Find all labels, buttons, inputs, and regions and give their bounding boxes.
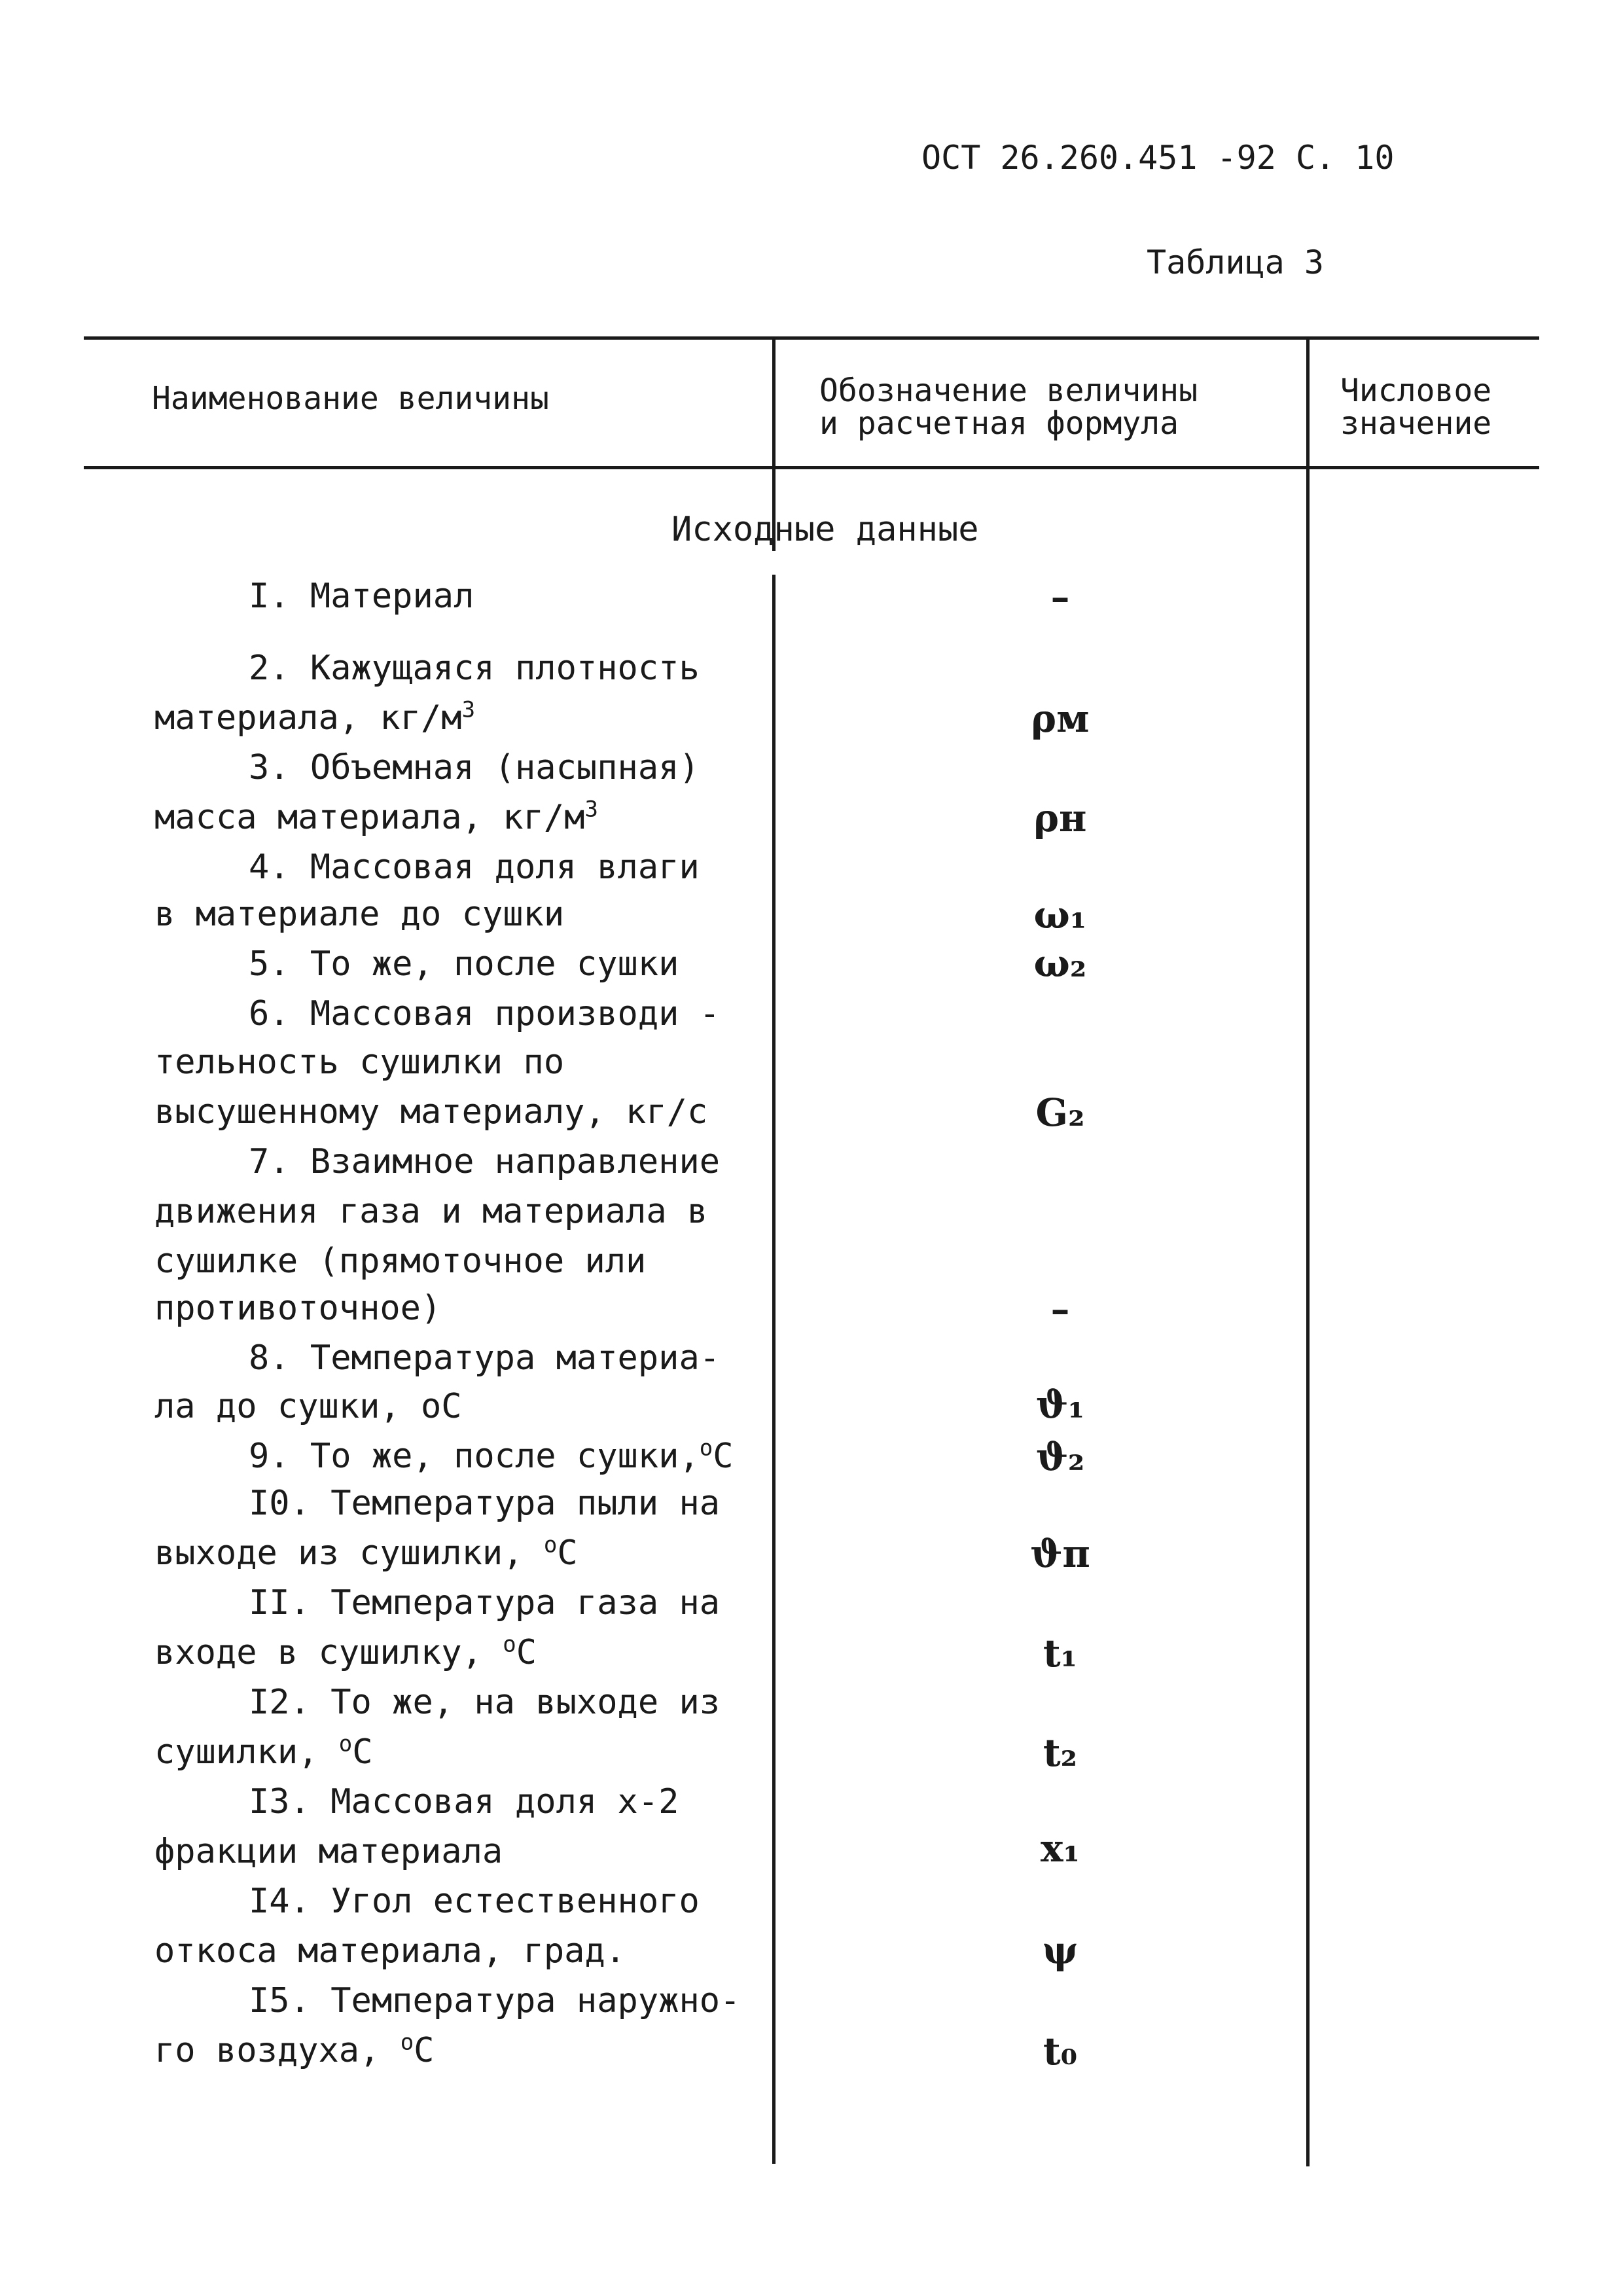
row-name-text: 9. То же, после сушки, bbox=[249, 1437, 700, 1476]
row-name-text: движения газа и материала в bbox=[154, 1192, 708, 1231]
row-symbol: ω₂ bbox=[1033, 941, 1087, 986]
column-header-symbol-line: Обозначение величины bbox=[819, 372, 1198, 409]
row-name-line bbox=[249, 1975, 740, 2026]
row-name-text: го воздуха, bbox=[154, 2031, 401, 2070]
document-reference: ОСТ 26.260.451 -92 С. 10 bbox=[921, 139, 1395, 177]
row-name-text: высушенному материалу, кг/с bbox=[154, 1092, 708, 1132]
row-name-text: входе в сушилку, bbox=[154, 1633, 503, 1672]
row-name-superscript: 3 bbox=[461, 696, 476, 723]
row-name-line bbox=[154, 2025, 434, 2076]
row-name-line bbox=[154, 1283, 441, 1334]
row-name-unit: С bbox=[516, 1633, 537, 1672]
row-symbol: ϑп bbox=[1030, 1532, 1090, 1576]
row-name-text: 2. Кажущаяся плотность bbox=[249, 649, 700, 688]
row-name-superscript: о bbox=[543, 1532, 558, 1558]
row-name-text: откоса материала, град. bbox=[154, 1931, 626, 1971]
row-name-line bbox=[154, 1186, 707, 1237]
row-name-unit: С bbox=[414, 2031, 435, 2070]
row-name-line bbox=[154, 1727, 373, 1778]
row-name-line bbox=[249, 842, 700, 893]
column-divider-2 bbox=[1306, 336, 1310, 2166]
row-symbol: t₁ bbox=[1043, 1631, 1078, 1676]
column-header-value bbox=[1340, 374, 1491, 440]
column-header-symbol bbox=[819, 374, 1198, 440]
column-header-value-line: Числовое bbox=[1340, 372, 1492, 409]
row-symbol: ϑ₁ bbox=[1035, 1382, 1085, 1427]
table-top-rule bbox=[84, 336, 1539, 340]
row-symbol: ω₁ bbox=[1033, 893, 1087, 937]
row-name-line bbox=[249, 1677, 720, 1728]
row-name-line bbox=[249, 1776, 679, 1827]
table-header-rule bbox=[84, 466, 1539, 469]
row-name-line bbox=[249, 988, 720, 1039]
row-name-line bbox=[249, 571, 474, 622]
row-name-text: сушилке (прямоточное или bbox=[154, 1242, 647, 1281]
row-name-text: ла до сушки, оС bbox=[154, 1387, 462, 1426]
row-name-line bbox=[249, 643, 700, 694]
row-name-line bbox=[249, 1876, 700, 1927]
row-symbol: ϑ₂ bbox=[1035, 1435, 1085, 1479]
section-heading: Исходные данные bbox=[671, 510, 979, 549]
row-name-superscript: о bbox=[503, 1631, 516, 1658]
row-name-superscript: о bbox=[338, 1731, 353, 1757]
column-header-name bbox=[152, 374, 549, 423]
row-name-line bbox=[249, 742, 700, 793]
row-name-unit: С bbox=[713, 1437, 734, 1476]
row-name-line bbox=[154, 1826, 503, 1877]
row-symbol: – bbox=[1050, 575, 1070, 619]
row-name-text: материала, кг/м bbox=[154, 698, 462, 738]
row-name-line bbox=[154, 1627, 537, 1678]
row-name-superscript: 3 bbox=[584, 796, 598, 823]
row-name-text: фракции материала bbox=[154, 1832, 503, 1871]
row-symbol: t₀ bbox=[1043, 2029, 1078, 2073]
row-name-text: 5. То же, после сушки bbox=[249, 944, 679, 984]
row-name-text: I4. Угол естественного bbox=[249, 1882, 700, 1921]
row-name-text: масса материала, кг/м bbox=[154, 798, 585, 837]
column-divider-1-lower bbox=[772, 575, 776, 2164]
row-name-line bbox=[154, 692, 475, 744]
row-name-line bbox=[154, 1086, 707, 1138]
row-name-line bbox=[249, 1333, 720, 1384]
row-name-unit: С bbox=[352, 1732, 373, 1772]
row-name-line bbox=[154, 1236, 646, 1287]
row-name-superscript: о bbox=[699, 1435, 713, 1462]
row-name-line bbox=[154, 889, 564, 940]
column-header-name-line: Наименование величины bbox=[152, 380, 549, 417]
row-name-unit: С bbox=[557, 1534, 578, 1573]
row-name-line bbox=[249, 939, 679, 990]
row-name-text: I0. Температура пыли на bbox=[249, 1484, 721, 1523]
row-name-text: в материале до сушки bbox=[154, 895, 565, 934]
row-symbol: t₂ bbox=[1043, 1731, 1078, 1775]
row-name-line bbox=[154, 1528, 578, 1579]
row-name-text: 3. Объемная (насыпная) bbox=[249, 748, 700, 787]
row-name-superscript: о bbox=[400, 2029, 414, 2056]
row-name-text: сушилки, bbox=[154, 1732, 339, 1772]
row-name-line bbox=[249, 1431, 734, 1482]
row-symbol: ψ bbox=[1042, 1928, 1079, 1973]
row-name-line bbox=[249, 1478, 720, 1529]
row-name-text: 8. Температура материа- bbox=[249, 1338, 721, 1378]
row-name-text: I5. Температура наружно- bbox=[249, 1981, 741, 2020]
row-name-line bbox=[154, 792, 598, 843]
row-name-text: 6. Массовая производи - bbox=[249, 994, 721, 1033]
row-symbol: ρн bbox=[1033, 796, 1087, 840]
row-name-text: I3. Массовая доля х-2 bbox=[249, 1782, 679, 1821]
row-name-text: I. Материал bbox=[249, 577, 474, 616]
row-symbol: G₂ bbox=[1035, 1090, 1085, 1135]
row-symbol: ρм bbox=[1031, 696, 1090, 741]
row-name-text: II. Температура газа на bbox=[249, 1583, 721, 1623]
row-name-text: противоточное) bbox=[154, 1289, 442, 1328]
row-name-text: I2. То же, на выходе из bbox=[249, 1683, 721, 1722]
row-name-line bbox=[154, 1037, 564, 1088]
row-name-line bbox=[249, 1577, 720, 1628]
row-name-text: выходе из сушилки, bbox=[154, 1534, 544, 1573]
row-name-text: тельность сушилки по bbox=[154, 1043, 565, 1082]
row-symbol: – bbox=[1050, 1287, 1070, 1331]
row-name-line bbox=[154, 1381, 462, 1432]
row-name-line bbox=[249, 1136, 720, 1187]
column-header-value-line: значение bbox=[1340, 405, 1492, 442]
row-name-line bbox=[154, 1926, 626, 1977]
column-header-symbol-line: и расчетная формула bbox=[819, 405, 1179, 442]
table-label: Таблица 3 bbox=[1147, 243, 1324, 281]
row-name-text: 7. Взаимное направление bbox=[249, 1142, 721, 1181]
row-name-text: 4. Массовая доля влаги bbox=[249, 848, 700, 887]
row-symbol: x₁ bbox=[1041, 1826, 1080, 1871]
